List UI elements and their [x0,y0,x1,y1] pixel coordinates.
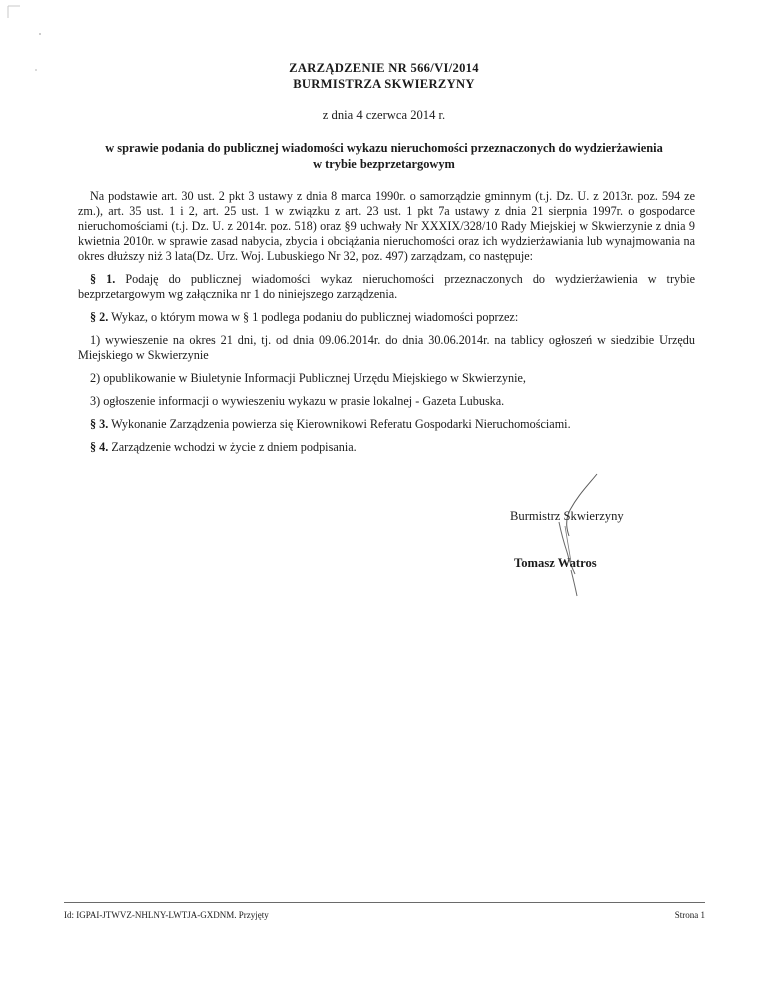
paragraph-2-mark: § 2. [90,310,109,324]
signature-title: Burmistrz Skwierzyny [510,509,624,523]
paragraph-2 [78,310,695,325]
paragraph-1-text: Podaję do publicznej wiadomości wykaz nieruchomości przeznaczonych do wydzierżawienia w trybie bezprzetargowym wg załącznika nr 1 do niniejszego zarządzenia. [78,272,695,301]
paragraph-1 [78,272,695,302]
subject-line-1: w sprawie podania do publicznej wiadomości wykazu nieruchomości przeznaczonych do wydzierżawienia [105,141,663,155]
paragraph-1-mark: § 1. [90,272,116,286]
footer-divider [64,902,705,903]
subject-line-2: w trybie bezprzetargowym [313,157,455,171]
paragraph-2-text: Wykaz, o którym mowa w § 1 podlega podaniu do publicznej wiadomości poprzez: [108,310,519,324]
paragraph-4-text: Zarządzenie wchodzi w życie z dniem podpisania. [108,440,357,454]
list-item-3: 3) ogłoszenie informacji o wywieszeniu wykazu w prasie lokalnej - Gazeta Lubuska. [90,394,505,408]
document-title [0,60,768,92]
list-item-2: 2) opublikowanie w Biuletynie Informacji Publicznej Urzędu Miejskiego w Skwierzynie, [90,371,526,385]
paragraph-4 [78,440,695,455]
paragraph-4-mark: § 4. [90,440,109,454]
document-body [78,189,695,463]
paragraph-3 [78,417,695,432]
signature-name: Tomasz Watros [514,556,597,570]
paragraph-3-text: Wykonanie Zarządzenia powierza się Kierownikowi Referatu Gospodarki Nieruchomościami. [108,417,571,431]
preamble: Na podstawie art. 30 ust. 2 pkt 3 ustawy z dnia 8 marca 1990r. o samorządzie gminnym (t.j. Dz. U. z 2013r. poz. 594 ze zm.), art. 35 ust. 1 i 2, art. 25 ust. 1 w związku z art. 23 ust. 1 pkt 7a ustawy z dnia 21 sierpnia 1997r. o gospodarce nieruchomościami (t.j. Dz. U. z 2014r. poz. 518) oraz §9 uchwały Nr XXXIX/328/10 Rady Miejskiej w Skwierzynie z dnia 9 kwietnia 2010r. w sprawie zasad nabycia, zbycia i obciążania nieruchomości oraz ich wydzierżawiania lub wynajmowania na okres dłuższy niż 3 lata(Dz. Urz. Woj. Lubuskiego Nr 32, poz. 497) zarządzam, co następuje: [78,189,695,263]
title-line-1: ZARZĄDZENIE NR 566/VI/2014 [289,61,479,75]
document-date: z dnia 4 czerwca 2014 r. [322,108,446,122]
paragraph-3-mark: § 3. [90,417,109,431]
document-subject [60,140,708,172]
footer-page-number: Strona 1 [674,910,705,920]
handwritten-signature-icon [545,470,605,600]
title-line-2: BURMISTRZA SKWIERZYNY [293,77,475,91]
list-item-1: 1) wywieszenie na okres 21 dni, tj. od dnia 09.06.2014r. do dnia 30.06.2014r. na tablicy ogłoszeń w siedzibie Urzędu Miejskiego w Skwierzynie [78,333,695,362]
footer-document-id: Id: IGPAI-JTWVZ-NHLNY-LWTJA-GXDNM. Przyjęty [64,910,269,920]
